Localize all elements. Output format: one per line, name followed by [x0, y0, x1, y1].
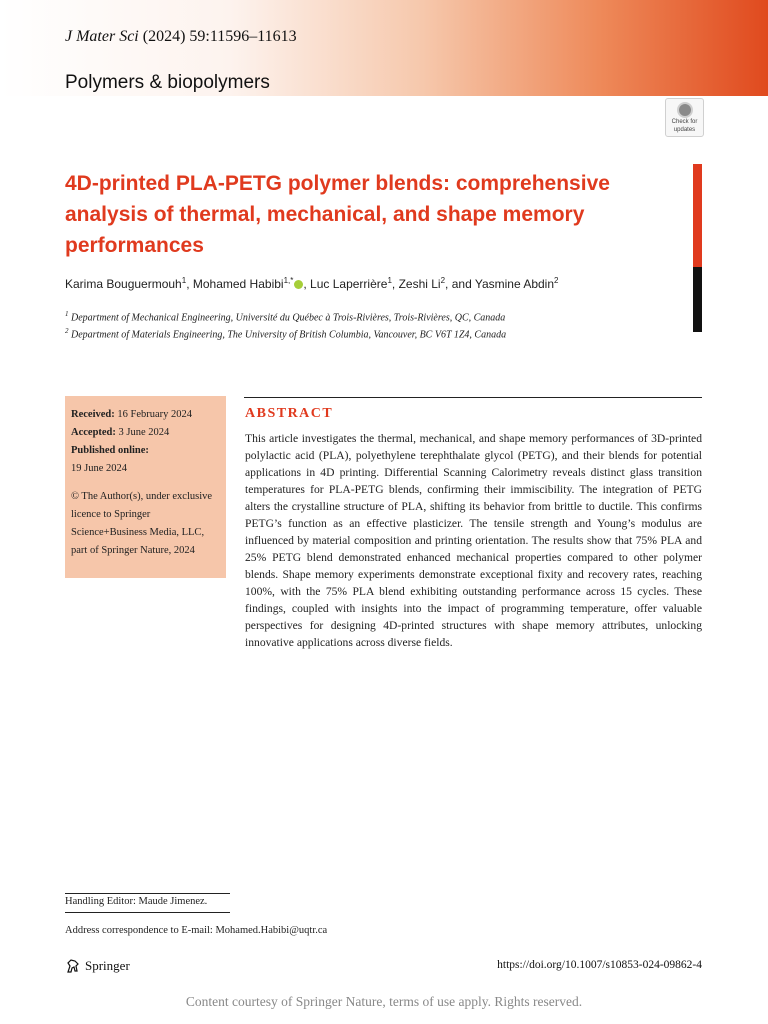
footnote-divider — [65, 893, 230, 894]
courtesy-notice: Content courtesy of Springer Nature, terms of use apply. Rights reserved. — [185, 994, 583, 1009]
article-info-box — [65, 396, 226, 578]
check-updates-icon — [677, 102, 693, 118]
footnote-divider-2 — [65, 912, 230, 913]
springer-logo[interactable] — [65, 958, 130, 974]
author-list: Karima Bouguermouh$^1$, Mohamed Habibi$^{1,*}$ , Luc Laperrière$^1$, Zeshi Li$^2$, and Yasmine Abdin$^2$ — [65, 276, 559, 291]
journal-name: J Mater Sci — [65, 28, 139, 45]
affiliation-number: 2 — [65, 327, 69, 335]
author-name[interactable]: Luc Laperrière — [310, 277, 388, 291]
author-affil-sup: 1,* — [283, 276, 294, 285]
accepted-line — [71, 424, 220, 442]
received-date: 16 February 2024 — [117, 409, 193, 420]
accepted-label: Accepted: — [71, 427, 116, 438]
affiliation-2 — [65, 327, 705, 340]
doi-link[interactable]: https://doi.org/10.1007/s10853-024-09862-4 — [497, 959, 702, 971]
section-label: Polymers & biopolymers — [65, 72, 270, 93]
copyright-notice: © The Author(s), under exclusive licence to Springer Science+Business Media, LLC, part of Springer Nature, 2024 — [71, 491, 213, 556]
article-title: 4D-printed PLA-PETG polymer blends: comprehensive analysis of thermal, mechanical, and shape memory performances — [65, 172, 610, 257]
orcid-icon[interactable] — [294, 280, 303, 289]
received-label: Received: — [71, 409, 115, 420]
publisher-name: Springer — [85, 958, 130, 973]
author-affil-sup: 2 — [554, 276, 559, 285]
author-affil-sup: 1 — [387, 276, 392, 285]
affiliation-1 — [65, 310, 705, 323]
author-name[interactable]: Mohamed Habibi — [192, 277, 284, 291]
accepted-date: 3 June 2024 — [118, 427, 170, 438]
abstract-heading: ABSTRACT — [245, 406, 334, 421]
received-line — [71, 406, 220, 424]
handling-editor: Handling Editor: Maude Jimenez. — [65, 896, 208, 907]
check-for-updates-badge[interactable] — [665, 98, 704, 137]
affiliation-number: 1 — [65, 310, 69, 318]
check-updates-line2: updates — [673, 127, 696, 133]
published-label-line — [71, 442, 220, 460]
check-updates-line1: Check for — [671, 119, 698, 125]
side-accent-bar-red — [693, 164, 702, 267]
published-date: 19 June 2024 — [71, 463, 127, 474]
author-name[interactable]: Karima Bouguermouh — [65, 277, 182, 291]
published-label: Published online: — [71, 445, 149, 456]
author-name[interactable]: Zeshi Li — [398, 277, 441, 291]
affiliation-text: Department of Materials Engineering, The University of British Columbia, Vancouver, BC V6T 1Z4, Canada — [71, 329, 507, 341]
journal-citation — [65, 28, 297, 46]
correspondence-email[interactable]: Address correspondence to E-mail: Mohamed.Habibi@uqtr.ca — [65, 925, 328, 936]
author-affil-sup: 2 — [440, 276, 446, 285]
author-affil-sup: 1 — [181, 276, 187, 285]
abstract-text: This article investigates the thermal, mechanical, and shape memory performances of 3D-printed polylactic acid (PLA), polyethylene terephthalate glycol (PETG), and their blends for potential applications in 4D printing. Differential Scanning Calorimetry reveals distinct glass transition temperatures for PLA-PETG blends, confirming their immiscibility. The integration of PETG alters the crystalline structure of PLA, shifting its behavior from brittle to ductile. This confirms PETG’s function as an effective plasticizer. The tensile strength and Young’s modulus are influenced by material composition and printing orientation. The results show that 75% PLA and 25% PETG blend demonstrated enhanced mechanical properties compared to other polymer blends. Shape memory experiments demonstrate exceptional fixity and recovery rates, reaching 100%, with the 75% PLA blend exhibiting outstanding performance across 15 cycles. These findings, coupled with insights into the impact of programming temperature, offer valuable perspectives for designing 4D-printed structures with shape memory attributes, unlocking innovative applications across diverse fields. — [245, 432, 702, 649]
abstract-divider — [244, 397, 702, 398]
author-name[interactable]: Yasmine Abdin — [474, 277, 555, 291]
affiliation-text: Department of Mechanical Engineering, Université du Québec à Trois-Rivières, Trois-Rivières, QC, Canada — [71, 312, 506, 324]
journal-volume-pages: (2024) 59:11596–11613 — [142, 28, 297, 45]
springer-horse-icon — [65, 958, 81, 974]
